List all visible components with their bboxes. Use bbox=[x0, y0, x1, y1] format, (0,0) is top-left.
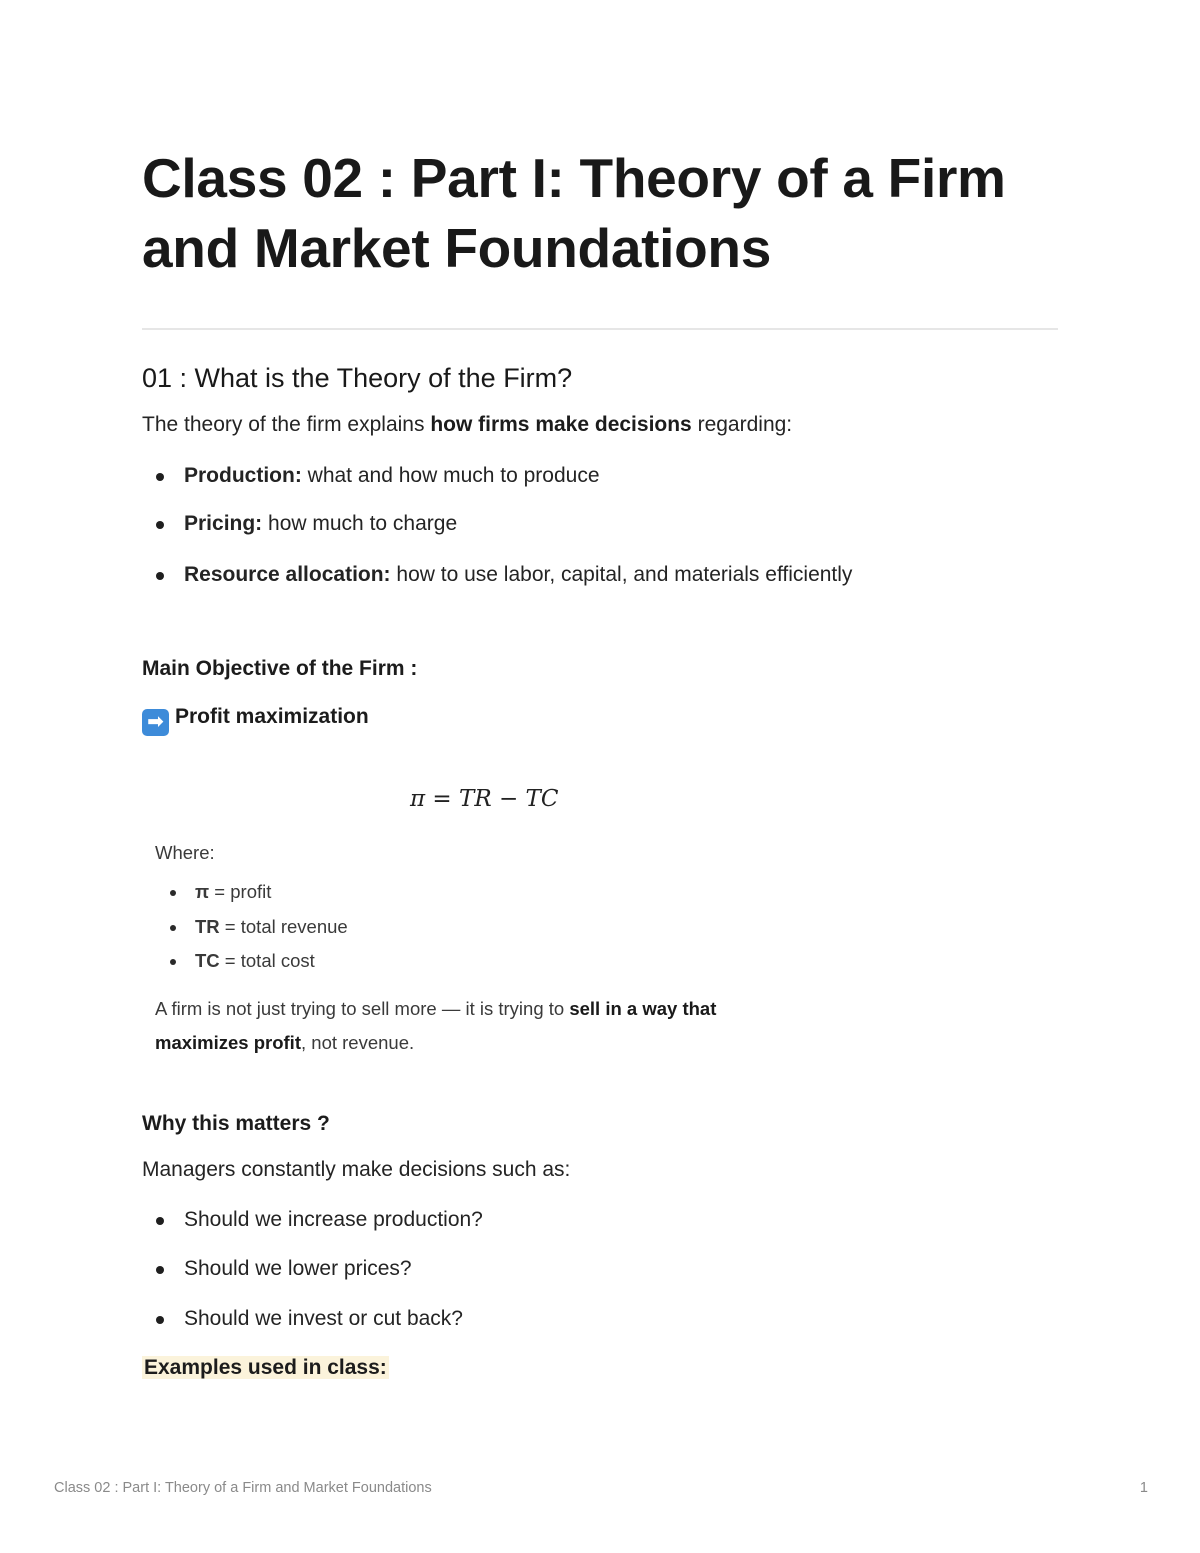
list-item bbox=[142, 509, 457, 539]
list-item bbox=[142, 1205, 483, 1235]
why-intro: Managers constantly make decisions such as: bbox=[142, 1158, 571, 1181]
list-item bbox=[155, 947, 315, 975]
bullet-icon bbox=[156, 1266, 164, 1274]
definition-term: TC bbox=[195, 950, 220, 971]
section-heading: 01 : What is the Theory of the Firm? bbox=[142, 363, 573, 393]
list-item bbox=[155, 913, 348, 941]
intro-paragraph bbox=[142, 410, 792, 440]
page-number: 1 bbox=[1139, 1480, 1148, 1496]
footer-title: Class 02 : Part I: Theory of a Firm and Market Foundations bbox=[54, 1480, 432, 1496]
list-item-text: what and how much to produce bbox=[301, 464, 600, 487]
list-item bbox=[155, 878, 271, 906]
list-item bbox=[142, 560, 852, 590]
bullet-icon bbox=[170, 890, 176, 896]
list-item-text: how much to charge bbox=[262, 512, 458, 535]
definition-text: = profit bbox=[209, 881, 272, 902]
bullet-icon bbox=[156, 1316, 164, 1324]
bullet-icon bbox=[156, 1217, 164, 1225]
definition-text: = total cost bbox=[219, 950, 315, 971]
page-title: Class 02 : Part I: Theory of a Firm and Market Foundations bbox=[142, 147, 1006, 279]
intro-text-bold: how firms make decisions bbox=[430, 413, 692, 436]
where-label: Where: bbox=[155, 842, 215, 863]
definition-text: = total revenue bbox=[219, 916, 348, 937]
objective-value bbox=[142, 702, 369, 736]
list-item-label: Resource allocation: bbox=[184, 563, 391, 586]
list-item-text: how to use labor, capital, and materials efficiently bbox=[390, 563, 853, 586]
bullet-icon bbox=[156, 521, 164, 529]
examples-heading bbox=[142, 1353, 389, 1383]
definition-term: π bbox=[195, 881, 210, 902]
objective-value-text: Profit maximization bbox=[175, 705, 369, 728]
list-item bbox=[142, 1254, 412, 1284]
note-bold: sell in a way that bbox=[569, 998, 717, 1019]
bullet-icon bbox=[170, 959, 176, 965]
profit-formula: π = TR − TC bbox=[410, 786, 559, 812]
bullet-icon bbox=[156, 572, 164, 580]
list-item-text: Should we increase production? bbox=[184, 1208, 483, 1231]
note-bold: maximizes profit bbox=[155, 1032, 301, 1053]
arrow-right-icon: ➡ bbox=[142, 709, 169, 736]
examples-highlight: Examples used in class: bbox=[144, 1356, 387, 1379]
title-divider bbox=[142, 328, 1058, 330]
definition-term: TR bbox=[195, 916, 220, 937]
list-item bbox=[142, 461, 600, 491]
intro-text-before: The theory of the firm explains bbox=[142, 413, 431, 436]
list-item bbox=[142, 1304, 463, 1334]
list-item-text: Should we lower prices? bbox=[184, 1257, 412, 1280]
list-item-text: Should we invest or cut back? bbox=[184, 1307, 463, 1330]
why-heading: Why this matters ? bbox=[142, 1112, 330, 1135]
profit-note bbox=[155, 992, 795, 1060]
note-text: A firm is not just trying to sell more — it is trying to bbox=[155, 998, 570, 1019]
list-item-label: Production: bbox=[184, 464, 302, 487]
objective-heading: Main Objective of the Firm : bbox=[142, 657, 418, 680]
intro-text-after: regarding: bbox=[691, 413, 793, 436]
bullet-icon bbox=[170, 925, 176, 931]
bullet-icon bbox=[156, 473, 164, 481]
note-text: , not revenue. bbox=[301, 1032, 415, 1053]
list-item-label: Pricing: bbox=[184, 512, 263, 535]
